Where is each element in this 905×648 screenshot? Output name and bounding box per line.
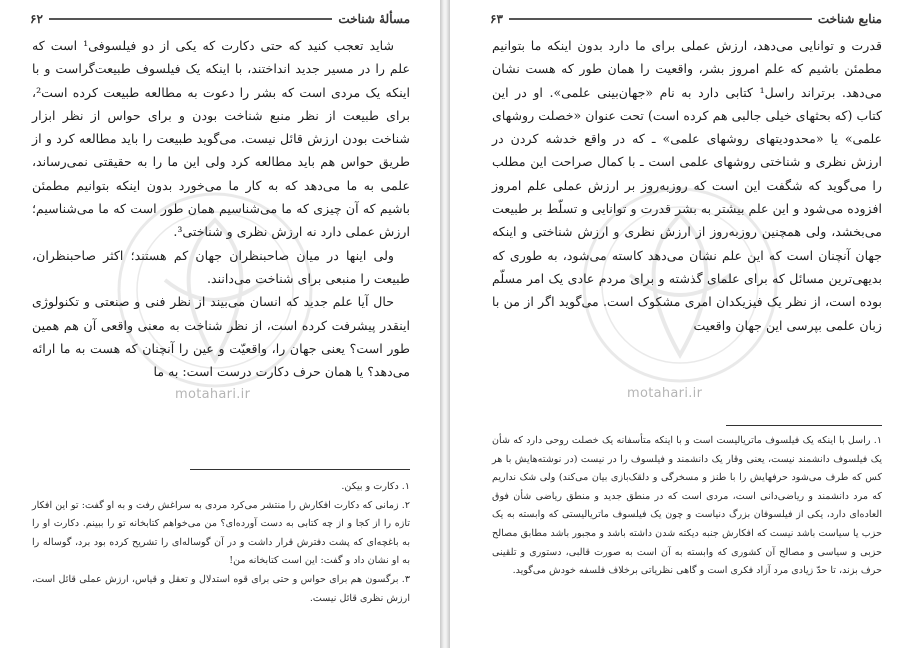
right-page-header — [490, 8, 882, 30]
left-page-number: ۶۲ — [30, 12, 43, 26]
paragraph: قدرت و توانایی می‌دهد، ارزش عملی برای ما دارد بدون اینکه ما بتوانیم مطمئن باشیم که علم امروز بشر، واقعیت را همان طور که هست نشان می‌دهد. برتراند راسل¹ کتابی دارد به نام «جهان‌بینی علمی». او در این کتاب (که بحثهای خیلی جالبی هم کرده است) تحت عنوان «خصلت روشهای علمی» یا «محدودیتهای روشهای علمی» ـ که در واقع خدشه کردن در ارزش نظری و شناختی روشهای علمی است ـ با کمال صراحت این مطلب را می‌گوید که شگفت این است که روزبه‌روز بر ارزش عملی علم امروز افزوده می‌شود و این علم بیشتر به بشر قدرت و توانایی و تسلّط بر طبیعت می‌بخشد، ولی همچنین روزبه‌روز از ارزش نظری و ارزش شناختی و اینکه جهان آنچنان است که این علم نشان می‌دهد کاسته می‌شود، به طوری که بدیهی‌ترین مسائل که برای علمای گذشته و برای مردم عادی یک امر مسلّم بوده است، از نظر یک فیزیکدان امری مشکوک است. می‌گوید اگر از من با زبان علمی بپرسی این جهان واقعیت — [492, 38, 882, 333]
footnote: ۱. دکارت و بیکن. — [341, 481, 410, 492]
paragraph: شاید تعجب کنید که حتی دکارت که یکی از دو فیلسوفی¹ است که علم را در مسیر جدید انداختند، با اینکه یک فیلسوف طبیعت‌گراست و با اینکه یک مردی است که بشر را دعوت به مطالعه طبیعت کرده است²، برای طبیعت از نظر منبع شناخت بودن و برای حواس از نظر ابزار شناخت بودن ارزش قائل نیست. می‌گوید طبیعت را باید مطالعه کرد و از طریق حواس هم باید مطالعه کرد ولی این ما را به حقیقتی نمی‌رساند، علمی به ما می‌دهد که به کار ما می‌خورد بدون اینکه بتوانیم مطمئن باشیم که آن چیزی که ما می‌شناسیم همان طور است که ما می‌شناسیم؛ ارزش عملی دارد نه ارزش نظری و شناختی³. — [32, 38, 410, 240]
watermark-text: motahari.ir — [627, 386, 703, 401]
footnote-rule — [726, 425, 882, 426]
right-page-header-title: منابع شناخت — [817, 12, 882, 26]
footnote-rule — [190, 469, 410, 470]
right-page-footnotes — [492, 432, 882, 581]
left-page-body — [32, 34, 410, 383]
footnote: ۱. راسل با اینکه یک فیلسوف ماتریالیست است و با اینکه متأسفانه یک خصلت روحی دارد که شأن یک فیلسوف دانشمند نیست، یعنی وقار یک دانشمند و فیلسوف را در نیست (در نوشته‌هایش با هر کس که طرف می‌شود حرفهایش را با طنز و مسخرگی و دلقک‌بازی بیان می‌کند) ولی شک نداریم که مرد دانشمند و ریاضی‌دانی است، مردی است که در منطق جدید و منطق ریاضی شأن فوق العاده‌ای دارد، یکی از فیلسوفان بزرگ دنیاست و چون یک فیلسوف ماتریالیستی که وابسته به یک حزب یا سیاست باشد نیست که افکارش جنبه دیکته شدن داشته باشد و مجبور باشد مطابق مصالح حزبی و سیاسی و مصالح آن کشوری که وابسته به آن است به صورت قالبی، دستوری و تلقینی حرف بزند، تا حدّ زیادی مرد آزاد فکری است و گاهی نظریاتی برخلاف فلسفه خودش می‌گوید. — [492, 435, 882, 577]
left-page — [0, 0, 440, 648]
left-page-header-title: مسألهٔ شناخت — [338, 12, 410, 26]
left-page-footnotes — [32, 478, 410, 608]
right-page — [450, 0, 905, 648]
left-page-header — [30, 8, 410, 30]
right-page-body — [492, 34, 882, 337]
paragraph: حال آیا علم جدید که انسان می‌بیند از نظر فنی و صنعتی و تکنولوژی اینقدر پیشرفت کرده است، از نظر شناخت به معنی واقعی آن هم همین طور است؟ یعنی جهان را، واقعیّت و عین را آنچنان که هست به ما ارائه می‌دهد؟ یا همان حرف دکارت درست است: به ما — [32, 294, 410, 380]
right-page-number: ۶۳ — [490, 12, 503, 26]
header-rule — [509, 18, 812, 19]
footnote: ۳. برگسون هم برای حواس و حتی برای قوه استدلال و تعقل و قیاس، ارزش عملی قائل است، ارزش نظری قائل نیست. — [32, 573, 410, 604]
footnote: ۲. زمانی که دکارت افکارش را منتشر می‌کرد مردی به سراغش رفت و به او گفت: تو این افکار تازه را از کجا و از چه کتابی به دست آورده‌ای؟ من می‌خواهم کتابخانه تو را ببینم. دکارت او را به باغچه‌ای که پشت دفترش قرار داشت و در آن گوساله‌ای را تشریح کرده بود برد، گوساله را به او نشان داد و گفت: این است کتابخانه من! — [32, 499, 410, 567]
paragraph: ولی اینها در میان صاحبنظران جهان کم هستند؛ اکثر صاحبنظران، طبیعت را منبعی برای شناخت می‌دانند. — [32, 247, 410, 286]
book-gutter — [440, 0, 450, 648]
header-rule — [49, 18, 333, 19]
watermark-text: motahari.ir — [175, 387, 251, 402]
